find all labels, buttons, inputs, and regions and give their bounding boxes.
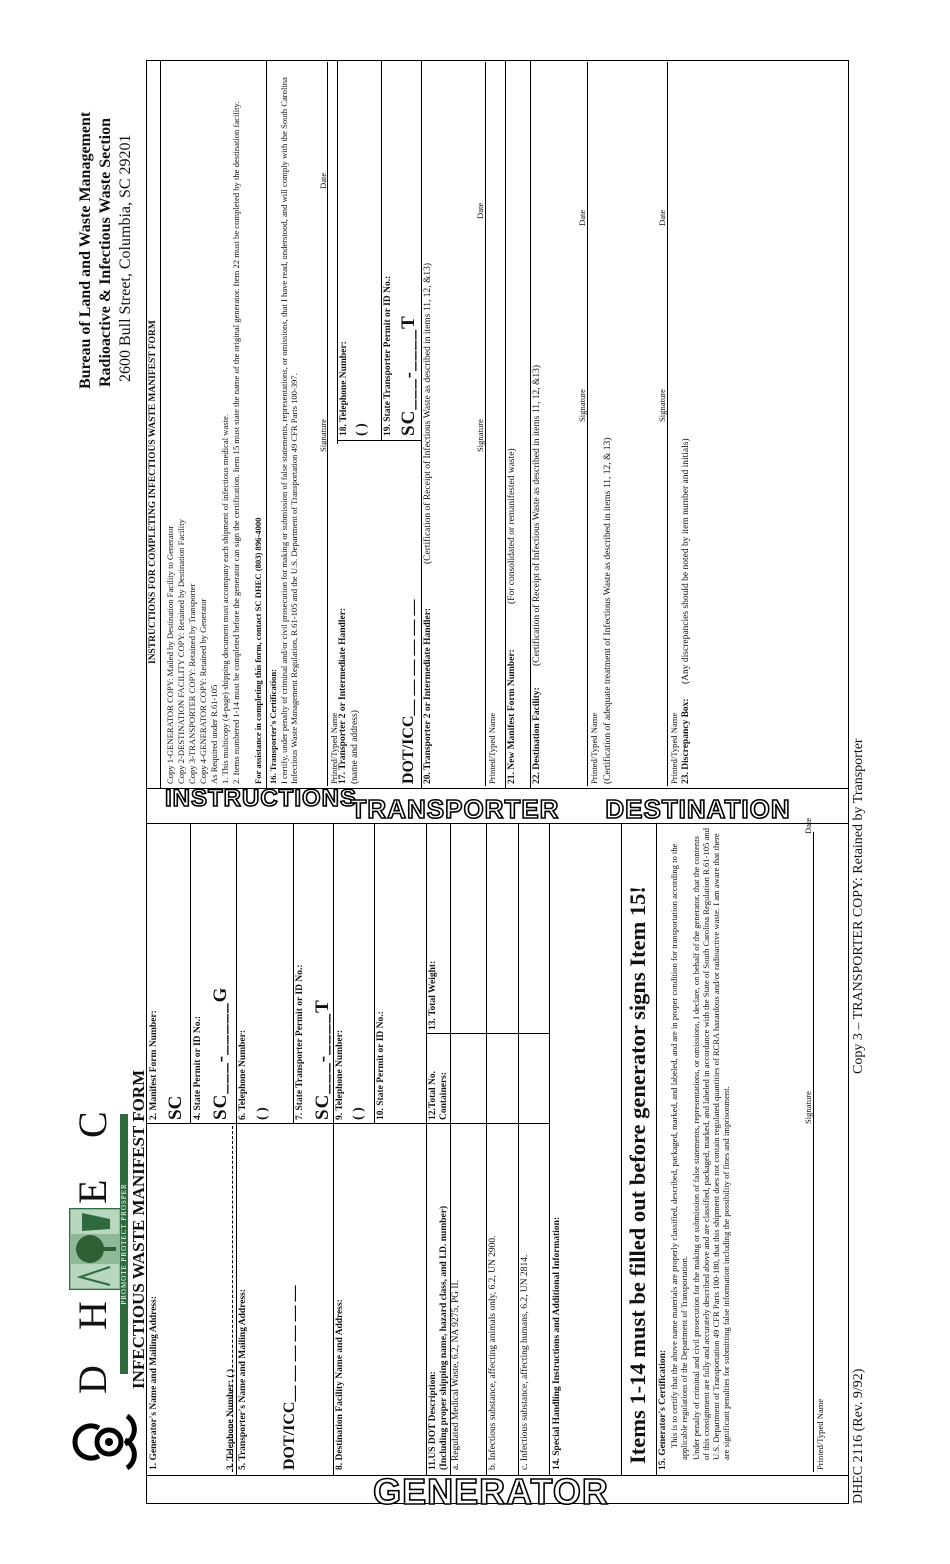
- field-7-label: 7. State Transporter Permit or ID No.:: [295, 964, 305, 1120]
- items-banner: Items 1-14 must be filled out before generator signs Item 15!: [625, 886, 650, 1464]
- f11b-line: [486, 824, 487, 1476]
- field-2-value[interactable]: SC: [165, 1095, 186, 1120]
- field-18-value[interactable]: ( ): [354, 423, 369, 436]
- f14-line: [549, 824, 550, 1476]
- f10-line: [374, 824, 375, 1124]
- right-label-divider: [146, 788, 849, 789]
- f11-line: [426, 824, 427, 1476]
- f12-divider: [426, 1123, 549, 1124]
- biohazard-icon: [69, 1402, 147, 1482]
- f16-line: [266, 60, 267, 789]
- field-19-value[interactable]: SC___-____T: [398, 315, 419, 436]
- field-2-label: 2. Manifest Form Number:: [149, 1010, 159, 1120]
- discrepancy-field[interactable]: [695, 64, 845, 784]
- logo-letter-e: E: [70, 1179, 115, 1204]
- f19-line: [381, 60, 382, 441]
- f21-line: [505, 60, 506, 789]
- field-9-value[interactable]: ( ): [351, 1107, 366, 1120]
- field-18-label: 18. Telephone Number:: [339, 341, 349, 436]
- instruction-1: 1. This multicopy (4-page) shipping document must accompany each shipment of infectious medical waste.: [220, 414, 230, 784]
- field-11b: b. Infectious substance, affecting animals only, 6.2, UN 2900.: [488, 1235, 498, 1470]
- field-22-label: 22. Destination Facility:: [532, 687, 542, 784]
- field-3-label[interactable]: 3. Telephone Number: ( ): [226, 1368, 236, 1470]
- logo-letter-d: D: [70, 1365, 115, 1394]
- form-number: DHEC 2116 (Rev. 9/92): [851, 1368, 866, 1504]
- f18-divider: [337, 440, 421, 441]
- form-title: INFECTIOUS WASTE MANIFEST FORM: [129, 1069, 148, 1389]
- bureau-line-1: Bureau of Land and Waste Management: [77, 111, 94, 389]
- f22t-date: Date: [657, 209, 667, 226]
- field-15-label: 15. Generator's Certification:: [658, 1349, 668, 1470]
- field-17-sub: (name and address): [350, 710, 360, 784]
- field-11c: c. Infectious substance, affecting humans, 6.2, UN 2814.: [520, 1254, 530, 1470]
- f15-line: [656, 824, 657, 1476]
- special-handling-field[interactable]: [565, 830, 615, 1470]
- dhec-logo: [69, 1054, 131, 1394]
- side-label-instructions: INSTRUCTIONS: [165, 785, 357, 812]
- logo-letter-c: C: [70, 1111, 115, 1138]
- gen-signature-field[interactable]: [787, 830, 811, 1470]
- f1-divider: [146, 1123, 236, 1124]
- f22-treatment-signature-line: [667, 62, 668, 786]
- copy-2: Copy 2-DESTINATION FACILITY COPY: Retained by Destination Facility: [176, 519, 186, 784]
- gen-signature-line: [813, 832, 814, 1472]
- f11c-line: [518, 824, 519, 1476]
- field-15-para-2: Under penalty of criminal and civil prosecution for the making or submission of false statements, representations, or omissions, I declare, on behalf of the generator, that the contents of this consignment are fully and accurately described above and are classified, packaged, marked, and labeled in accordance with the State of South Carolina Regulation R.61-105 and U.S. Department of Transportation 49 CFR Parts 100-180, that this shipment does not contain regulated quantities of RCRA hazardous and/or radioactive waste. I am aware that there are significant penalties for submitting false information including the possibility of fines and imprisonment.: [691, 828, 732, 1460]
- rotated-form: [65, 40, 885, 1524]
- field-21-text: (For consolidated or remanifested waste): [507, 448, 517, 604]
- instructions-title: INSTRUCTIONS FOR COMPLETING INFECTIOUS WASTE MANIFEST FORM: [148, 320, 158, 664]
- f2-line: [190, 824, 191, 1124]
- field-10-label: 10. State Permit or ID No.:: [376, 1011, 386, 1120]
- field-13-label: 13. Total Weight:: [428, 960, 438, 1030]
- assistance-note: For assistance in completing this form, contact SC DHEC (803) 896-4000: [253, 517, 263, 784]
- logo-letter-h: H: [70, 1301, 115, 1330]
- field-4-label: 4. State Permit or ID No.:: [193, 1015, 203, 1120]
- f22-signature-field[interactable]: [545, 64, 587, 784]
- field-11-label: 11.US DOT Description:: [428, 1371, 438, 1470]
- field-7-value[interactable]: SC___-____T: [312, 999, 333, 1120]
- field-4-value[interactable]: SC___-_____G: [210, 986, 231, 1120]
- field-6-value[interactable]: ( ): [255, 1107, 270, 1120]
- f22-treatment-signature-field[interactable]: [617, 64, 667, 784]
- copy-designation: Copy 3 – TRANSPORTER COPY: Retained by Transporter: [851, 738, 866, 1074]
- f22-signature: Signature: [577, 389, 587, 422]
- f20-line: [421, 60, 422, 789]
- required-note: As Required under R.61-105: [209, 684, 219, 784]
- field-1-label: 1. Generator's Name and Mailing Address:: [149, 1296, 159, 1470]
- trans-signature: Signature: [318, 419, 328, 452]
- field-17-label: 17. Transporter 2 or Intermediate Handler:: [338, 607, 348, 784]
- field-9-label: 9. Telephone Number:: [335, 1030, 345, 1120]
- field-11a: a. Regulated Medical Waste, 6.2, NA 9275, PG II.: [451, 1279, 461, 1470]
- side-label-destination: DESTINATION: [605, 794, 791, 824]
- field-19-label: 19. State Transporter Permit or ID No.:: [383, 275, 393, 436]
- field-5-label: 5. Transporter's Name and Mailing Address:: [238, 1288, 248, 1470]
- field-14-label: 14. Special Handling Instructions and Additional Information:: [552, 1216, 562, 1470]
- bureau-line-2: Radioactive & Infectious Waste Section: [97, 117, 114, 387]
- field-16-label: 16. Transporter's Certification:: [268, 669, 278, 784]
- trans-date: Date: [318, 172, 328, 189]
- field-22-text: (Certification of Receipt of Infectious Waste as described in items 11, 12, &13): [532, 364, 542, 666]
- logo-tagline: PROMOTE PROTECT PROSPER: [120, 1114, 128, 1374]
- field-23-text: (Any discrepancies should be noted by item number and initials): [681, 438, 691, 684]
- dot-icc-transporter[interactable]: DOT/ICC__ __ __ __ __ __: [400, 599, 417, 784]
- field-6-label: 6. Telephone Number:: [238, 1030, 248, 1120]
- f22t-printed-name: Printed/Typed Name: [669, 712, 679, 784]
- f22-signature-line: [587, 62, 588, 786]
- field-20-text: (Certification of Receipt of Infectious Waste as described in items 11, 12, &13): [423, 262, 433, 564]
- field-11-sub: (Including proper shipping name, hazard class, and I.D. number): [439, 1205, 449, 1470]
- copy-3: Copy 3-TRANSPORTER COPY: Retained by Transporter: [187, 583, 197, 784]
- f7-line: [293, 824, 294, 1124]
- f22-line: [530, 60, 531, 789]
- f20-date: Date: [475, 202, 485, 219]
- field-12-label: 12.Total No. Containers:: [428, 1070, 450, 1120]
- f5-line: [236, 824, 237, 1476]
- f17-line: [337, 60, 338, 444]
- generator-name-field[interactable]: [161, 1124, 221, 1470]
- f13-divider: [426, 1033, 549, 1034]
- f22-date: Date: [577, 209, 587, 226]
- bureau-line-3: 2600 Bull Street, Columbia, SC 29201: [117, 134, 134, 382]
- field-23-label: 23. Discrepancy Box:: [681, 698, 691, 784]
- f22-printed-name: Printed/Typed Name: [589, 712, 599, 784]
- f20-signature: Signature: [475, 419, 485, 452]
- trans-printed-name: Printed/Typed Name: [329, 712, 339, 784]
- f20-signature-line: [485, 62, 486, 786]
- f22t-signature: Signature: [657, 389, 667, 422]
- copy-1: Copy 1-GENERATOR COPY: Mailed by Destination Facility to Generator: [165, 525, 175, 784]
- instruction-2: 2. Items numbered 1-14 must be completed before the generator can sign the certification. Item 15 must state the name of the original generator. Item 22 must be completed by the destination facility.: [231, 101, 241, 784]
- field-8-label: 8. Destination Facility Name and Address:: [335, 1299, 345, 1470]
- tree-icon: [70, 1209, 120, 1289]
- f5-divider: [236, 1123, 426, 1124]
- logo-emblem: [69, 1208, 121, 1290]
- instructions-title-line: [160, 60, 161, 789]
- field-21-label: 21. New Manifest Form Number:: [507, 649, 517, 784]
- f20-printed-name: Printed/Typed Name: [487, 712, 497, 784]
- field-22-treatment: (Certification of adequate treatment of Infectious Waste as described in items 11, 12, & 13): [603, 437, 613, 784]
- side-label-transporter: TRANSPORTER: [350, 794, 560, 824]
- field-15-para-1: This is to certify that the above name materials are properly classified, described, packaged, marked, and labeled, and are in proper condition for transportation according to the applicable regulations of the Department of Transportation.: [669, 843, 690, 1460]
- gen-signature: Signature: [803, 1091, 813, 1124]
- gen-printed-name: Printed/Typed Name: [815, 1398, 825, 1470]
- field-20-label: 20. Transporter 2 or Intermediate Handler:: [423, 607, 433, 784]
- side-label-generator: GENERATOR: [373, 1471, 609, 1512]
- banner-line: [621, 824, 622, 1476]
- generator-label-divider: [146, 1475, 849, 1476]
- field-16-text: I certify, under penalty of criminal and/or civil prosecution for making or submission of false statements, representations, or omissions, that I have read, understood, and will comply with the South Carolina Infectious Waste Management Regulation, R.61-105 and the U.S. Department of Transportation 49 CFR Parts 100-397.: [279, 77, 300, 784]
- copy-4: Copy 4-GENERATOR COPY: Retained by Generator: [198, 598, 208, 784]
- f8-line: [333, 824, 334, 1476]
- dot-icc-generator[interactable]: DOT/ICC__ __ __ __ __ __: [281, 1285, 298, 1470]
- gen-date: Date: [803, 817, 813, 834]
